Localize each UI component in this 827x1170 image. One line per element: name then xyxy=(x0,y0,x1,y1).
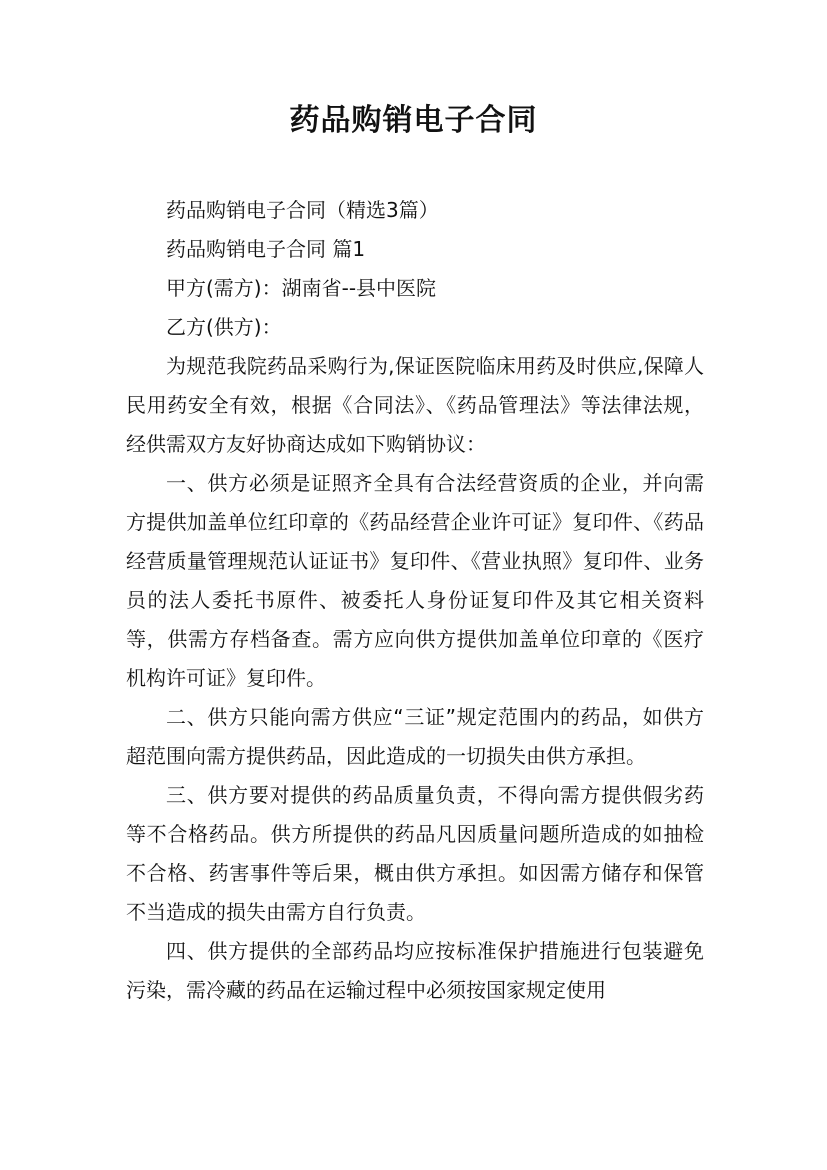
document-title: 药品购销电子合同 xyxy=(289,103,538,138)
paragraph-clause-4: 四、供方提供的全部药品均应按标准保护措施进行包装避免污染，需冷藏的药品在运输过程中必须按国家规定使用 xyxy=(126,939,704,1002)
paragraph-clause-3: 三、供方要对提供的药品质量负责，不得向需方提供假劣药等不合格药品。供方所提供的药品凡因质量问题所造成的如抽检不合格、药害事件等后果，概由供方承担。如因需方储存和保管不当造成的损失由需方自行负责。 xyxy=(126,783,704,924)
paragraph-section-heading: 药品购销电子合同 篇1 xyxy=(166,237,366,261)
paragraph-party-a: 甲方(需方)：湖南省--县中医院 xyxy=(166,276,437,300)
paragraph-preamble: 为规范我院药品采购行为,保证医院临床用药及时供应,保障人民用药安全有效，根据《合同法》、《药品管理法》等法律法规，经供需双方友好协商达成如下购销协议： xyxy=(126,354,704,456)
paragraph-subtitle: 药品购销电子合同（精选3篇） xyxy=(166,198,439,222)
paragraph-party-b: 乙方(供方)： xyxy=(166,315,282,339)
paragraph-clause-1: 一、供方必须是证照齐全具有合法经营资质的企业，并向需方提供加盖单位红印章的《药品经营企业许可证》复印件、《药品经营质量管理规范认证证书》复印件、《营业执照》复印件、业务员的法人委托书原件、被委托人身份证复印件及其它相关资料等，供需方存档备查。需方应向供方提供加盖单位印章的《医疗机构许可证》复印件。 xyxy=(126,471,704,690)
paragraph-clause-2: 二、供方只能向需方供应“三证”规定范围内的药品，如供方超范围向需方提供药品，因此造成的一切损失由供方承担。 xyxy=(126,705,704,768)
document-body xyxy=(126,191,704,1010)
